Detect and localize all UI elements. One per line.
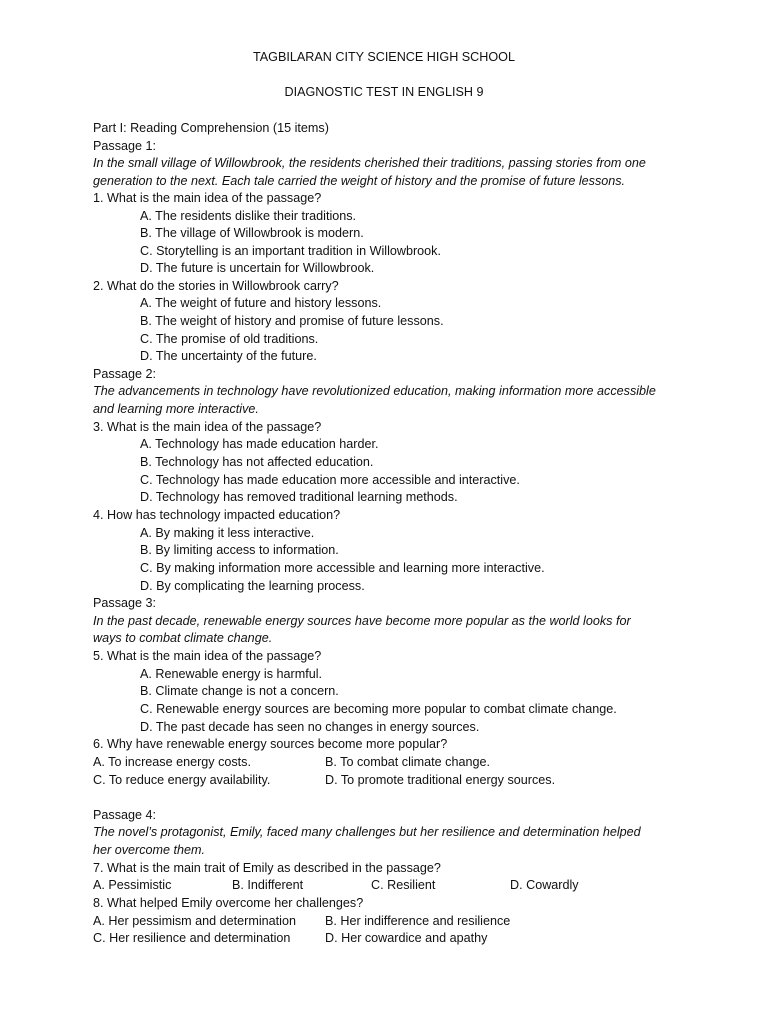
answer-option: A. The weight of future and history lessons. — [140, 296, 382, 310]
answer-option: B. By limiting access to information. — [140, 543, 339, 557]
passage-label: Passage 4: — [93, 807, 157, 822]
part-title: Part I: Reading Comprehension (15 items) — [93, 121, 329, 135]
answer-option: C. To reduce energy availability. — [93, 772, 271, 787]
answer-option: C. Resilient — [371, 878, 436, 892]
passage-text: In the small village of Willowbrook, the residents cherished their traditions, passing stories from one — [93, 156, 646, 170]
answer-option: B. Indifferent — [232, 878, 304, 892]
answer-option: D. The uncertainty of the future. — [140, 349, 317, 363]
answer-option: D. By complicating the learning process. — [140, 578, 365, 593]
answer-option: B. The weight of history and promise of future lessons. — [140, 314, 444, 328]
answer-option: C. Renewable energy sources are becoming more popular to combat climate change. — [140, 701, 617, 716]
answer-option: A. To increase energy costs. — [93, 754, 251, 769]
answer-option: B. To combat climate change. — [325, 754, 490, 769]
question-text: 8. What helped Emily overcome her challenges? — [93, 896, 364, 910]
question-text: 5. What is the main idea of the passage? — [93, 649, 322, 663]
question-text: 4. How has technology impacted education? — [93, 508, 341, 522]
answer-option: B. Climate change is not a concern. — [140, 684, 339, 698]
passage-text: generation to the next. Each tale carried the weight of history and the promise of future lessons. — [93, 173, 626, 188]
passage-text: and learning more interactive. — [93, 401, 259, 416]
answer-option: A. By making it less interactive. — [140, 525, 315, 540]
answer-option: A. Pessimistic — [93, 878, 172, 892]
answer-option: A. Her pessimism and determination — [93, 913, 296, 928]
answer-option: C. The promise of old traditions. — [140, 331, 319, 346]
question-text: 7. What is the main trait of Emily as described in the passage? — [93, 860, 441, 875]
answer-option: C. Technology has made education more accessible and interactive. — [140, 472, 520, 487]
passage-text: her overcome them. — [93, 843, 205, 857]
answer-option: D. Cowardly — [510, 878, 579, 892]
test-title: DIAGNOSTIC TEST IN ENGLISH 9 — [284, 85, 484, 99]
answer-option: D. To promote traditional energy sources. — [325, 772, 556, 787]
passage-text: In the past decade, renewable energy sources have become more popular as the world looks for — [93, 613, 631, 628]
answer-option: C. Storytelling is an important tradition in Willowbrook. — [140, 243, 441, 258]
passage-label: Passage 1: — [93, 138, 157, 153]
answer-option: B. The village of Willowbrook is modern. — [140, 226, 364, 240]
answer-option: D. The future is uncertain for Willowbrook. — [140, 261, 375, 275]
question-text: 2. What do the stories in Willowbrook carry? — [93, 278, 339, 293]
answer-option: A. Technology has made education harder. — [140, 437, 379, 451]
question-text: 1. What is the main idea of the passage? — [93, 191, 322, 205]
answer-option: C. By making information more accessible and learning more interactive. — [140, 560, 545, 575]
passage-label: Passage 3: — [93, 596, 157, 610]
passage-text: The advancements in technology have revolutionized education, making information more accessible — [93, 384, 656, 398]
question-text: 3. What is the main idea of the passage? — [93, 419, 322, 434]
answer-option: B. Technology has not affected education. — [140, 455, 374, 469]
passage-text: ways to combat climate change. — [93, 631, 273, 645]
answer-option: A. The residents dislike their traditions. — [140, 208, 357, 223]
answer-option: D. Her cowardice and apathy — [325, 931, 488, 945]
answer-option: D. Technology has removed traditional learning methods. — [140, 490, 458, 504]
answer-option: D. The past decade has seen no changes in energy sources. — [140, 719, 480, 734]
passage-text: The novel’s protagonist, Emily, faced many challenges but her resilience and determination helped — [93, 825, 641, 839]
question-text: 6. Why have renewable energy sources become more popular? — [93, 737, 448, 751]
school-name: TAGBILARAN CITY SCIENCE HIGH SCHOOL — [253, 50, 515, 64]
answer-option: A. Renewable energy is harmful. — [140, 666, 323, 681]
passage-label: Passage 2: — [93, 366, 157, 381]
answer-option: C. Her resilience and determination — [93, 931, 291, 945]
answer-option: B. Her indifference and resilience — [325, 913, 511, 928]
